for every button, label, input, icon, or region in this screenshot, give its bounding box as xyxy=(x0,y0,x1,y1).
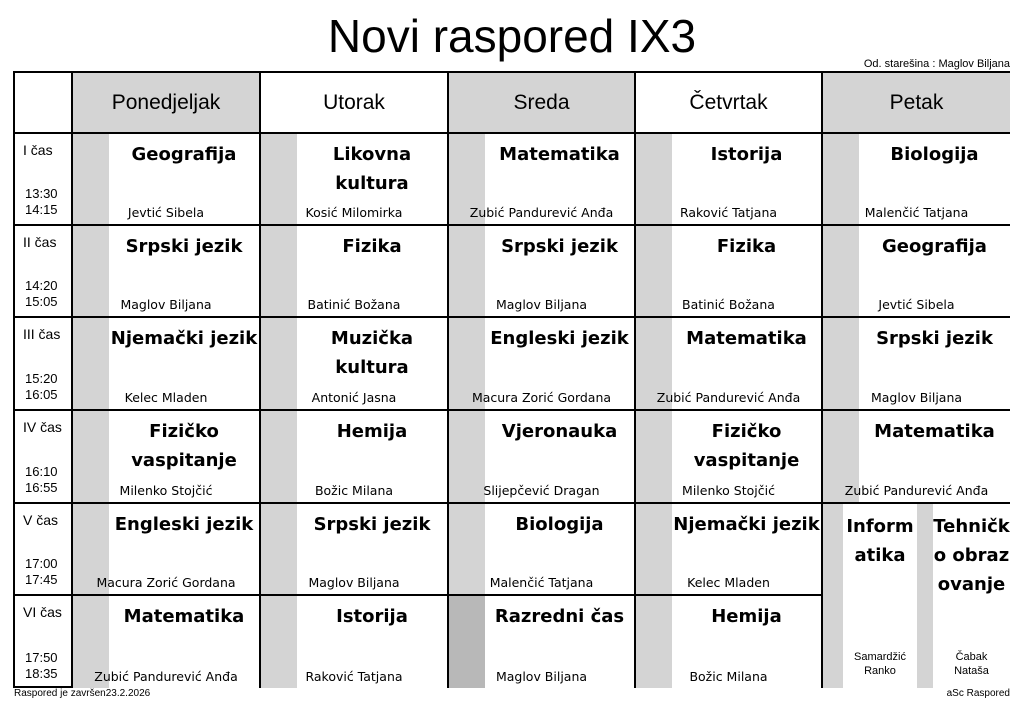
teacher-name: Milenko Stojčić xyxy=(119,483,213,498)
lesson-cell[interactable] xyxy=(636,318,823,411)
subject-name: Razredni čas xyxy=(494,606,625,627)
teacher-name: Batinić Božana xyxy=(682,297,775,312)
teacher-name: Slijepčević Dragan xyxy=(483,483,600,498)
period-times xyxy=(25,556,58,588)
head-teacher-note: Od. starešina : Maglov Biljana xyxy=(863,58,1010,70)
lesson-cell-split[interactable] xyxy=(843,504,917,688)
teacher-name: Božic Milana xyxy=(689,669,768,684)
subject-name: Inform atika xyxy=(846,516,914,566)
teacher-name: Božic Milana xyxy=(314,483,394,498)
subject-name: Tehničk o obraz ovanje xyxy=(933,516,1010,595)
day-header: Petak xyxy=(823,73,1010,134)
page-title: Novi raspored IX3 xyxy=(327,10,697,62)
period-header xyxy=(15,504,73,596)
subject-name: Hemija xyxy=(336,421,408,442)
period-start: 13:30 xyxy=(25,186,58,201)
subject-name: Fizika xyxy=(342,236,402,257)
teacher-name: Macura Zorić Gordana xyxy=(471,390,612,405)
cell-color-strip xyxy=(823,504,843,688)
lesson-cell[interactable] xyxy=(73,226,261,318)
lesson-cell[interactable] xyxy=(449,134,636,226)
teacher-line: Nataša xyxy=(954,665,989,677)
period-header xyxy=(15,226,73,318)
lesson-cell[interactable] xyxy=(636,411,823,504)
lesson-cell[interactable] xyxy=(261,596,449,688)
subject-name: Hemija xyxy=(711,606,782,627)
period-times xyxy=(25,650,58,682)
teacher-name: Kelec Mladen xyxy=(687,575,770,590)
subject-name: Likovna kultura xyxy=(332,144,412,194)
lesson-cell[interactable] xyxy=(261,226,449,318)
period-end: 18:35 xyxy=(25,666,58,681)
period-label: IV čas xyxy=(23,419,62,435)
period-end: 16:55 xyxy=(25,480,58,495)
day-header: Utorak xyxy=(261,73,449,134)
lesson-cell[interactable] xyxy=(73,596,261,688)
teacher-name xyxy=(843,650,917,678)
subject-name: Njemački jezik xyxy=(110,328,258,349)
subject-name: Vjeronauka xyxy=(501,421,618,442)
teacher-name: Malenčić Tatjana xyxy=(864,205,969,220)
period-times xyxy=(25,278,58,310)
subject-name: Matematika xyxy=(686,328,807,349)
teacher-name: Zubić Pandurević Anđa xyxy=(844,483,989,498)
subject-name: Muzička kultura xyxy=(330,328,414,378)
period-start: 17:50 xyxy=(25,650,58,665)
teacher-name: Kelec Mladen xyxy=(124,390,208,405)
subject-name: Srpski jezik xyxy=(876,328,993,349)
teacher-line: Samardžić xyxy=(854,651,906,663)
teacher-name xyxy=(933,650,1010,678)
period-end: 17:45 xyxy=(25,572,58,587)
subject-name: Biologija xyxy=(515,514,604,535)
teacher-name: Jevtić Sibela xyxy=(878,297,955,312)
lesson-cell[interactable] xyxy=(823,318,1010,411)
period-label: V čas xyxy=(23,512,59,528)
period-times xyxy=(25,186,58,218)
teacher-name: Maglov Biljana xyxy=(308,575,400,590)
teacher-name: Maglov Biljana xyxy=(495,297,588,312)
subject-name: Srpski jezik xyxy=(125,236,243,257)
corner-cell xyxy=(15,73,73,134)
footer-brand: aSc Raspored xyxy=(946,688,1010,699)
period-label: VI čas xyxy=(23,604,62,620)
lesson-cell[interactable] xyxy=(261,411,449,504)
lesson-cell[interactable] xyxy=(636,226,823,318)
teacher-name: Maglov Biljana xyxy=(495,669,588,684)
subject-name: Fizičko vaspitanje xyxy=(693,421,800,471)
cell-color-strip xyxy=(917,504,933,688)
subject-name: Geografija xyxy=(882,236,987,257)
period-start: 15:20 xyxy=(25,371,58,386)
subject-name: Matematika xyxy=(123,606,245,627)
subject-name: Engleski jezik xyxy=(114,514,254,535)
period-start: 14:20 xyxy=(25,278,58,293)
lesson-cell[interactable] xyxy=(823,134,1010,226)
day-header: Ponedjeljak xyxy=(73,73,261,134)
period-end: 16:05 xyxy=(25,387,58,402)
period-start: 16:10 xyxy=(25,464,58,479)
teacher-name: Milenko Stojčić xyxy=(682,483,775,498)
teacher-name: Zubić Pandurević Anđa xyxy=(469,205,614,220)
period-header xyxy=(15,134,73,226)
teacher-line: Čabak xyxy=(955,651,988,663)
subject-name: Geografija xyxy=(131,144,237,165)
period-times xyxy=(25,371,58,403)
period-end: 15:05 xyxy=(25,294,58,309)
teacher-name: Raković Tatjana xyxy=(679,205,778,220)
lesson-cell[interactable] xyxy=(73,504,261,596)
subject-name: Biologija xyxy=(890,144,979,165)
teacher-name: Macura Zorić Gordana xyxy=(96,575,236,590)
teacher-name: Batinić Božana xyxy=(307,297,401,312)
period-header xyxy=(15,318,73,411)
period-times xyxy=(25,464,58,496)
lesson-cell-split[interactable] xyxy=(933,504,1010,688)
lesson-cell[interactable] xyxy=(636,596,823,688)
subject-name: Istorija xyxy=(336,606,408,627)
subject-name: Njemački jezik xyxy=(673,514,820,535)
lesson-cell[interactable] xyxy=(73,318,261,411)
lesson-cell[interactable] xyxy=(261,134,449,226)
period-label: III čas xyxy=(23,326,61,342)
lesson-cell[interactable] xyxy=(636,134,823,226)
period-header xyxy=(15,596,73,688)
subject-name: Fizika xyxy=(716,236,777,257)
lesson-cell[interactable] xyxy=(261,318,449,411)
lesson-cell[interactable] xyxy=(261,504,449,596)
teacher-name: Jevtić Sibela xyxy=(127,205,205,220)
teacher-name: Raković Tatjana xyxy=(305,669,403,684)
period-label: II čas xyxy=(23,234,57,250)
lesson-cell[interactable] xyxy=(823,411,1010,504)
period-end: 14:15 xyxy=(25,202,58,217)
period-start: 17:00 xyxy=(25,556,58,571)
subject-name: Matematika xyxy=(874,421,995,442)
day-header: Sreda xyxy=(449,73,636,134)
subject-name: Srpski jezik xyxy=(313,514,431,535)
subject-name: Fizičko vaspitanje xyxy=(131,421,237,471)
lesson-cell[interactable] xyxy=(73,411,261,504)
teacher-line: Ranko xyxy=(864,665,896,677)
lesson-cell[interactable] xyxy=(449,318,636,411)
timetable-grid xyxy=(13,71,1010,688)
lesson-cell[interactable] xyxy=(449,504,636,596)
lesson-cell[interactable] xyxy=(73,134,261,226)
teacher-name: Zubić Pandurević Anđa xyxy=(656,390,801,405)
teacher-name: Maglov Biljana xyxy=(870,390,963,405)
lesson-cell[interactable] xyxy=(636,504,823,596)
lesson-cell[interactable] xyxy=(449,411,636,504)
teacher-name: Kosić Milomirka xyxy=(305,205,403,220)
lesson-cell[interactable] xyxy=(823,226,1010,318)
subject-name: Srpski jezik xyxy=(501,236,618,257)
teacher-name: Zubić Pandurević Anđa xyxy=(94,669,238,684)
subject-name: Engleski jezik xyxy=(490,328,629,349)
day-header: Četvrtak xyxy=(636,73,823,134)
subject-name: Matematika xyxy=(499,144,620,165)
teacher-name: Antonić Jasna xyxy=(311,390,397,405)
footer-note: Raspored je završen23.2.2026 xyxy=(14,688,151,699)
subject-name: Istorija xyxy=(710,144,783,165)
period-header xyxy=(15,411,73,504)
period-label: I čas xyxy=(23,142,53,158)
lesson-cell[interactable] xyxy=(449,226,636,318)
teacher-name: Maglov Biljana xyxy=(120,297,212,312)
lesson-cell[interactable] xyxy=(449,596,636,688)
teacher-name: Malenčić Tatjana xyxy=(489,575,594,590)
